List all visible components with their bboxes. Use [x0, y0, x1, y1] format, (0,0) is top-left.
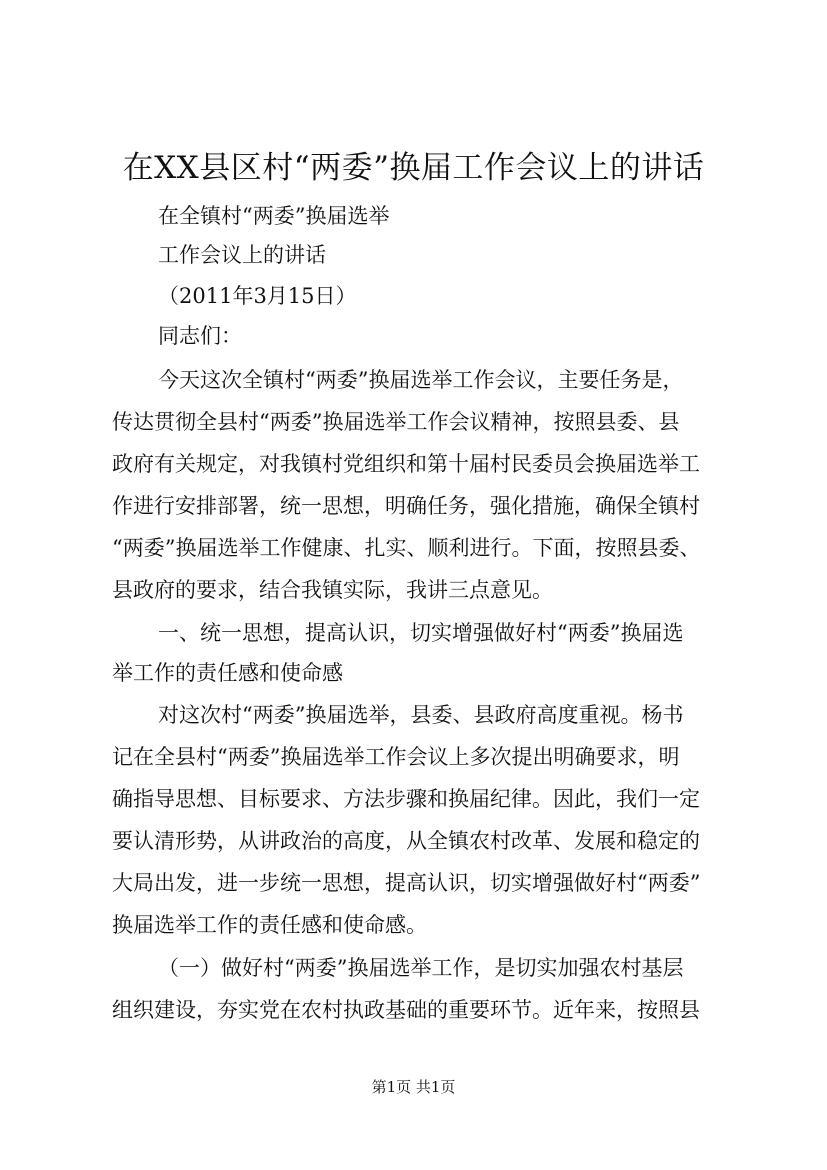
- body-line: 政府有关规定，对我镇村党组织和第十届村民委员会换届选举工: [112, 452, 700, 476]
- body-line: 传达贯彻全县村“两委”换届选举工作会议精神，按照县委、县: [112, 410, 680, 434]
- section-heading-line: 举工作的责任感和使命感: [112, 661, 343, 685]
- subtitle-line-1: 在全镇村“两委”换届选举: [158, 204, 390, 228]
- page-footer: 第1页 共1页: [371, 1078, 456, 1096]
- body-line: 作进行安排部署，统一思想，明确任务，强化措施，确保全镇村: [112, 494, 700, 518]
- section-heading-line: 一、统一思想，提高认识，切实增强做好村“两委”换届选: [158, 621, 684, 645]
- document-title: 在XX县区村“两委”换届工作会议上的讲话: [122, 150, 705, 186]
- body-line: 对这次村“两委”换届选举，县委、县政府高度重视。杨书: [158, 703, 684, 727]
- body-line: “两委”换届选举工作健康、扎实、顺利进行。下面，按照县委、: [112, 536, 701, 560]
- salutation: 同志们：: [158, 324, 242, 348]
- body-line: 大局出发，进一步统一思想，提高认识，切实增强做好村“两委”: [112, 871, 701, 895]
- body-line: 组织建设，夯实党在农村执政基础的重要环节。近年来，按照县: [112, 998, 700, 1022]
- body-line: 换届选举工作的责任感和使命感。: [112, 913, 427, 937]
- body-line: 确指导思想、目标要求、方法步骤和换届纪律。因此，我们一定: [112, 787, 700, 811]
- body-line: 要认清形势，从讲政治的高度，从全镇农村改革、发展和稳定的: [112, 829, 700, 853]
- body-line: 今天这次全镇村“两委”换届选举工作会议，主要任务是，: [158, 368, 684, 392]
- date-line: （2011年3月15日）: [158, 284, 357, 308]
- body-line: （一）做好村“两委”换届选举工作，是切实加强农村基层: [158, 956, 684, 980]
- body-line: 记在全县村“两委”换届选举工作会议上多次提出明确要求，明: [112, 745, 680, 769]
- subtitle-line-2: 工作会议上的讲话: [158, 243, 326, 267]
- body-line: 县政府的要求，结合我镇实际，我讲三点意见。: [112, 578, 553, 602]
